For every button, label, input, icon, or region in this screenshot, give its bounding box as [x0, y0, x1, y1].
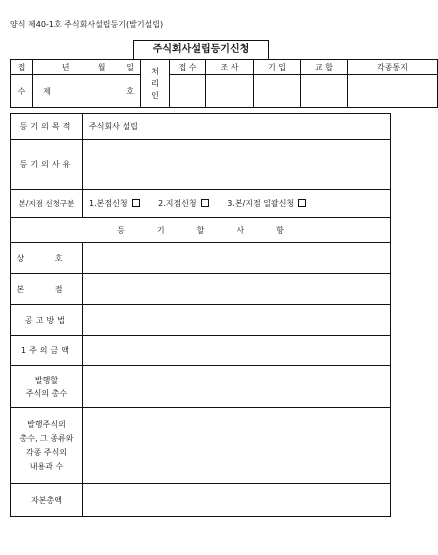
cell-entry [254, 75, 301, 108]
receipt-jeop-label: 접 [11, 60, 33, 75]
cell-receipt [170, 75, 206, 108]
cause-value[interactable] [83, 140, 391, 190]
form-title: 주식회사설립등기신청 [133, 40, 269, 59]
section-char-4: 사 [236, 225, 245, 235]
purpose-label: 등기의목적 [11, 114, 83, 140]
section-char-3: 할 [196, 225, 205, 235]
shares-to-issue-label [11, 366, 83, 408]
col-notices: 각종통지 [348, 60, 438, 75]
branch-option-branch[interactable] [158, 199, 209, 208]
cell-inspection [206, 75, 254, 108]
application-table [10, 113, 391, 517]
branch-option-combined-text: 3.본/지점 일괄신청 [227, 199, 295, 208]
capital-value[interactable] [83, 484, 391, 517]
head-office-value[interactable] [83, 274, 391, 305]
section-char-1: 등 [117, 225, 125, 235]
receipt-je-label: 제 [33, 75, 74, 108]
col-inspection: 조 사 [206, 60, 254, 75]
issued-shares-value[interactable] [83, 408, 391, 484]
receipt-table [10, 59, 438, 108]
receipt-month-label: 월 [74, 60, 110, 75]
shares-to-issue-line-2: 주식의 총수 [25, 388, 68, 398]
registration-items-heading [11, 218, 391, 243]
col-receipt: 접 수 [170, 60, 206, 75]
col-entry: 기 입 [254, 60, 301, 75]
receipt-day-label: 일 [110, 60, 141, 75]
receipt-ho-label: 호 [74, 75, 141, 108]
branch-option-combined[interactable] [227, 199, 306, 208]
checkbox-combined[interactable] [298, 199, 306, 207]
branch-options [83, 190, 391, 218]
issued-shares-line-1: 발행주식의 [27, 419, 66, 429]
par-value-value[interactable] [83, 336, 391, 366]
section-char-2: 기 [156, 225, 165, 235]
processing-label-text: 처리인 [151, 66, 159, 100]
processing-label [141, 60, 170, 108]
company-name-label: 상 호 [11, 243, 83, 274]
shares-to-issue-line-1: 발행할 [34, 375, 59, 385]
branch-label: 본/지점 신청구분 [11, 190, 83, 218]
purpose-value: 주식회사 설립 [83, 114, 391, 140]
col-collation: 교 합 [301, 60, 348, 75]
notice-method-label: 공고방법 [11, 305, 83, 336]
checkbox-branch[interactable] [201, 199, 209, 207]
issued-shares-line-2: 총수, 그 종류와 [19, 433, 74, 443]
cause-label: 등기의사유 [11, 140, 83, 190]
form-number-label: 양식 제40-1호 주식회사설립등기(발기설립) [10, 20, 164, 29]
branch-option-head-office[interactable] [89, 199, 140, 208]
notice-method-value[interactable] [83, 305, 391, 336]
branch-option-head-office-text: 1.본점신청 [89, 199, 128, 208]
checkbox-head-office[interactable] [132, 199, 140, 207]
head-office-label: 본 점 [11, 274, 83, 305]
capital-label: 자본총액 [11, 484, 83, 517]
issued-shares-line-4: 내용과 수 [29, 461, 64, 471]
cell-notices [348, 75, 438, 108]
cell-collation [301, 75, 348, 108]
branch-option-branch-text: 2.지점신청 [158, 199, 197, 208]
issued-shares-label [11, 408, 83, 484]
issued-shares-line-3: 각종 주식의 [25, 447, 68, 457]
receipt-su-label: 수 [11, 75, 33, 108]
receipt-year-label: 년 [33, 60, 74, 75]
shares-to-issue-value[interactable] [83, 366, 391, 408]
section-char-5: 항 [276, 225, 284, 235]
par-value-label: 1주의금액 [11, 336, 83, 366]
company-name-value[interactable] [83, 243, 391, 274]
